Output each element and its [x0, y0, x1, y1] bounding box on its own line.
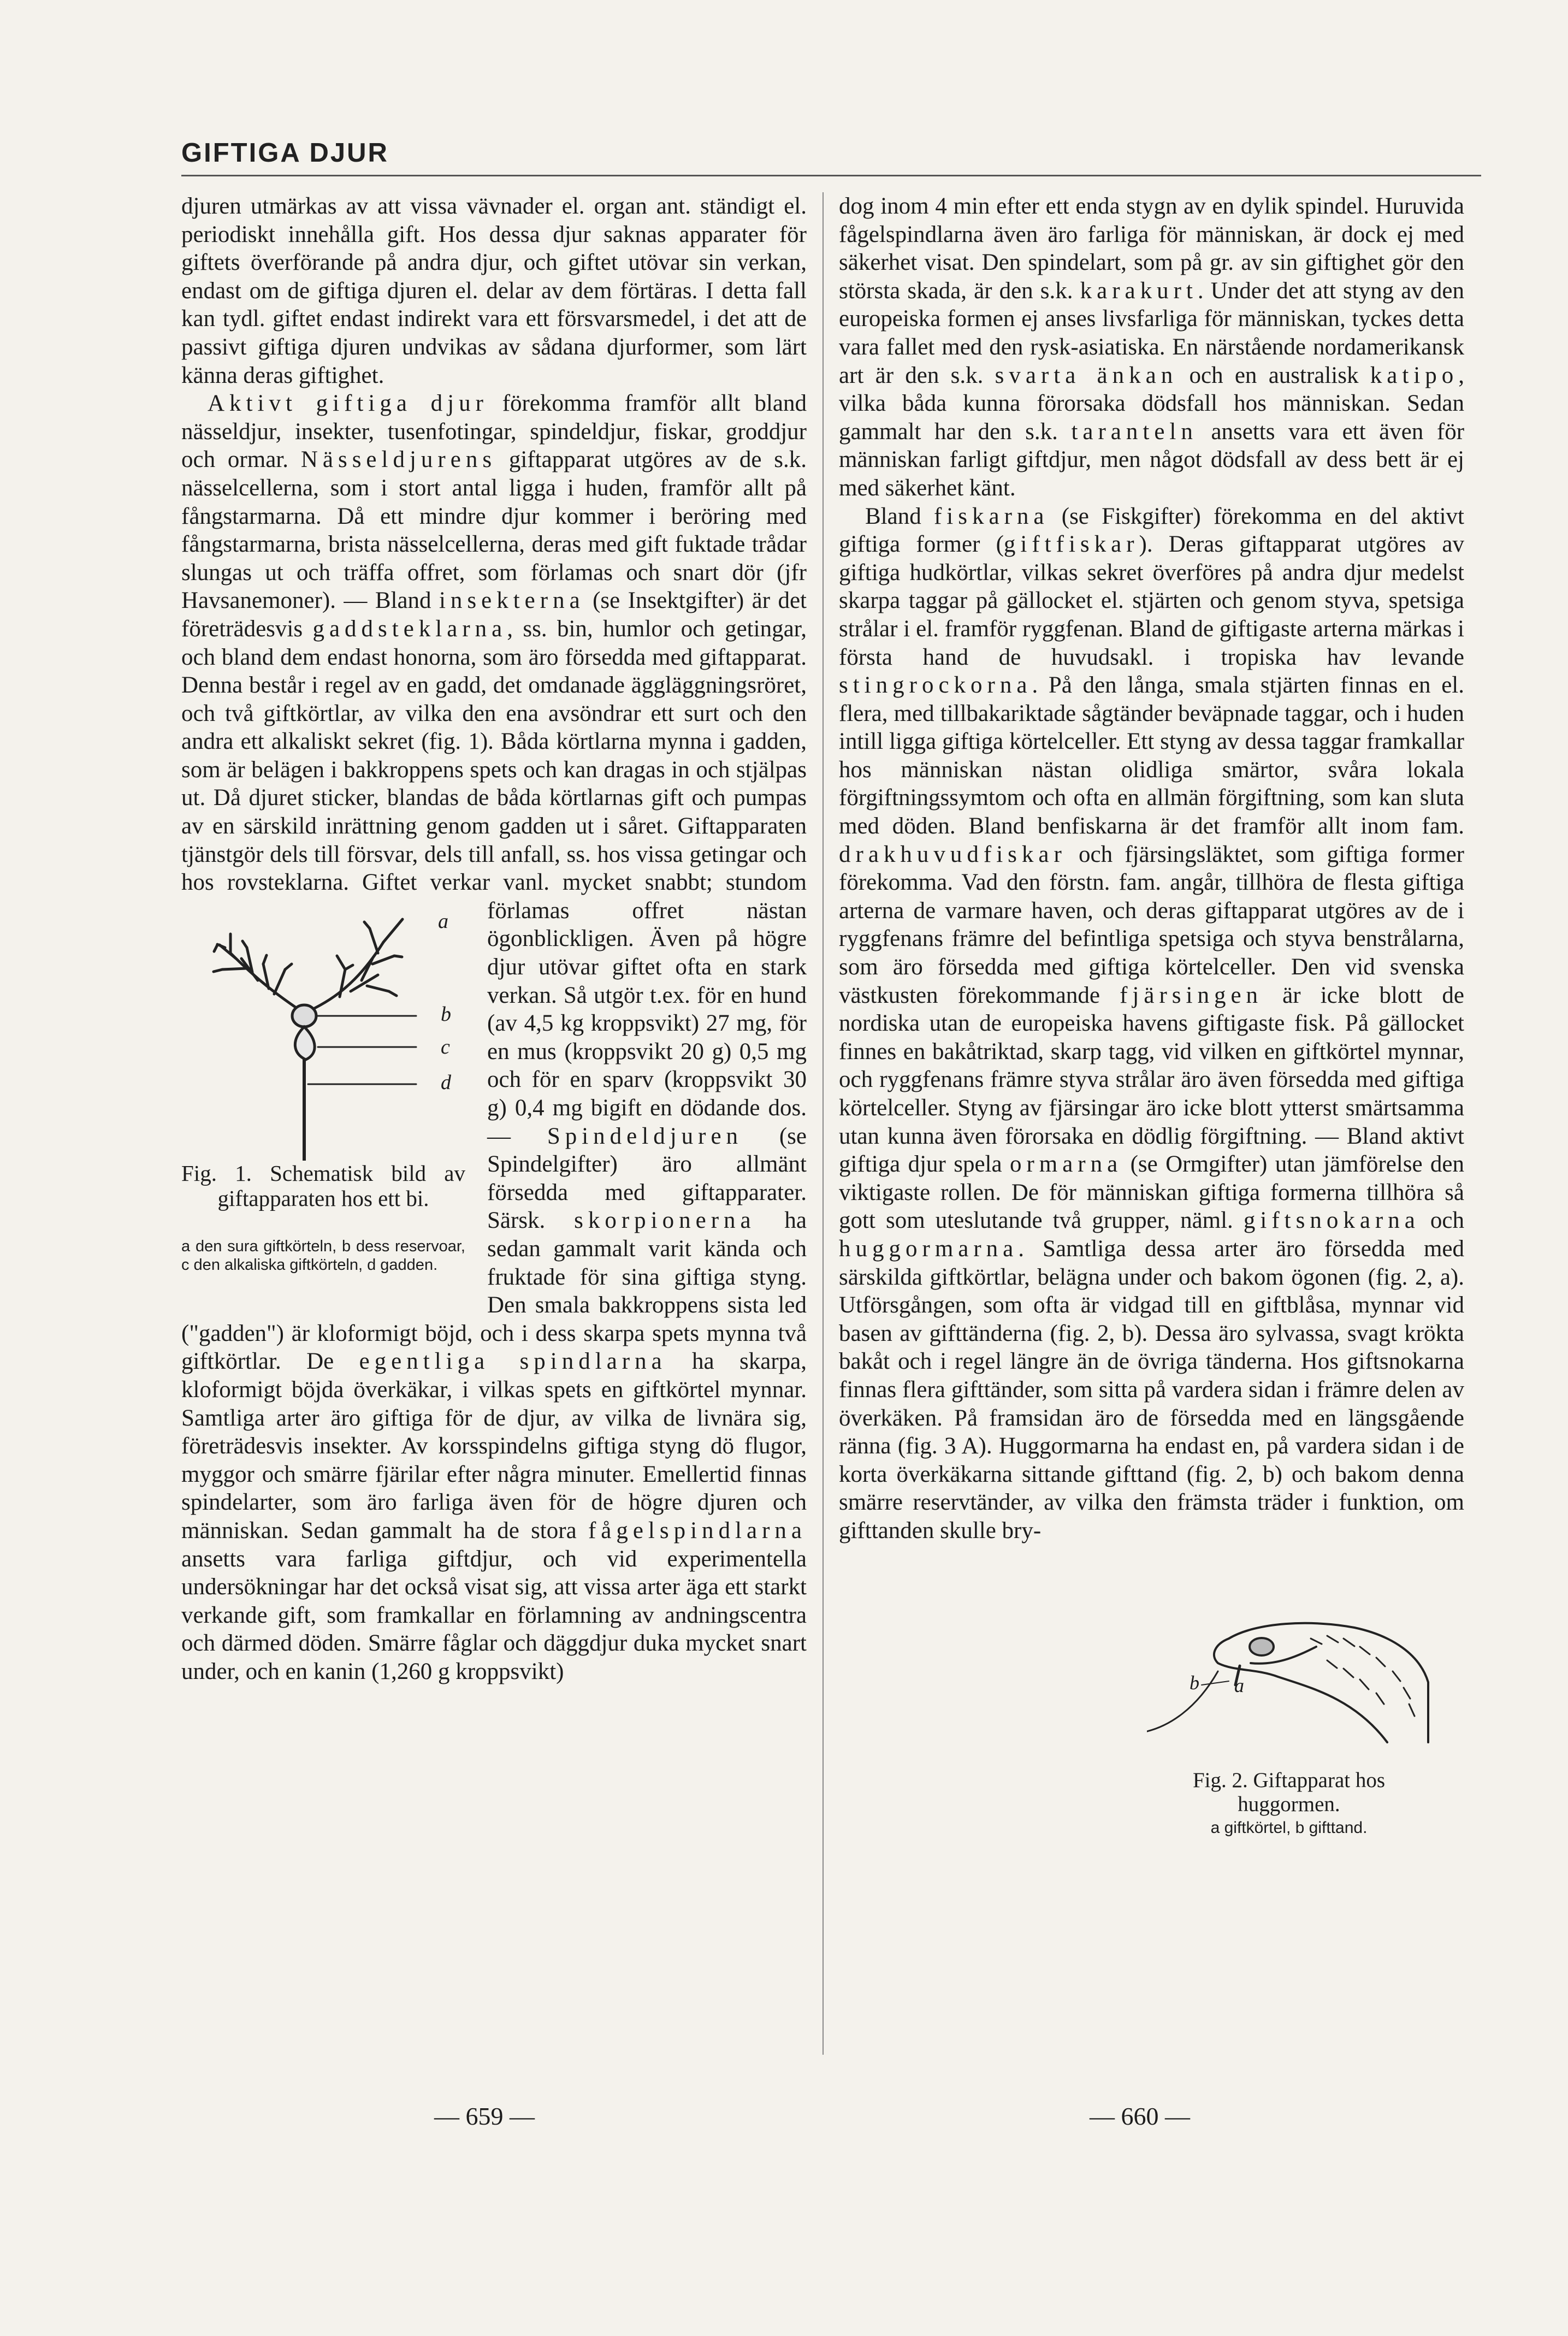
term-fagelspindlarna: fågelspindlarna [588, 1517, 807, 1543]
left-paragraph-1: djuren utmärkas av att vissa vävnader el. organ ant. ständigt el. periodiskt innehålla gift. Hos dessa djur saknas apparater för giftets överförande på andra djur, och giftet utövar sin verkan, endast om de giftiga djuren el. delar av dem förtäras. I detta fall kan tydl. giftet endast indirekt vara ett försvarsmedel, i det att de passivt giftiga djuren undvikas av sådana djurformer, som lärt känna deras giftighet. [181, 193, 807, 388]
term-spindeldjuren: Spindeldjuren [547, 1123, 743, 1149]
text-run: , vilka båda kunna förorsaka dödsfall hos människan. Sedan gammalt har den s.k. [839, 362, 1464, 445]
figure-2 [1147, 1617, 1431, 1873]
column-divider [823, 192, 824, 2055]
fig1-legend: a den sura giftkörteln, b dess reservoar, c den alkaliska giftkörteln, d gadden. [181, 1238, 465, 1274]
term-huggormarna: huggormarna [839, 1235, 1019, 1262]
text-run: (se Ormgifter) utan jämförelse den viktigaste rollen. De för människan giftiga formerna tillhöra så gott som uteslutande två grupper, näml. [839, 1151, 1464, 1234]
term-egentliga-spindlarna: egentliga spindlarna [359, 1349, 667, 1375]
text-run: ha sedan gammalt varit kända och fruktade för sina giftiga styng. Den smala bakkroppens sista led ("gadden") är kloformigt böjd, och i dess skarpa spets mynna två giftkörtlar. De [181, 1208, 807, 1375]
term-nasseldjurens: Nässeldjurens [300, 447, 497, 473]
figure-1 [181, 904, 465, 1297]
right-paragraph-2 [839, 502, 1464, 1545]
bee-venom-apparatus-drawing [181, 904, 465, 1161]
running-header: GIFTIGA DJUR [181, 138, 389, 168]
fig2-label-a: a [1234, 1675, 1244, 1696]
tongue [1147, 1671, 1218, 1731]
header-rule [181, 175, 1481, 176]
term-katipo: katipo [1370, 362, 1459, 388]
term-ormarna: ormarna [1009, 1151, 1123, 1178]
text-run: förekomma framför allt bland nässeldjur, insekter, tusenfotingar, spindeldjur, fiskar, groddjur och ormar. [181, 391, 807, 473]
text-run: (se Spindelgifter) äro allmänt försedda med giftapparater. Särsk. [487, 1123, 807, 1234]
fig1-caption-text: Fig. 1. Schematisk bild av giftapparaten hos ett bi. [181, 1161, 465, 1211]
text-run: och fjärsingsläktet, som giftiga former förekomma. Vad den förstn. fam. angår, tillhöra de flesta giftiga arterna de varmare haven, och deras giftapparat utgöres av de i ryggfenans främre del befintliga spetsiga och styva benstrålarna, som äro försedda med giftiga körtelceller. Den vid svenska västkusten förekommande [839, 841, 1464, 1008]
venom-reservoir [292, 1005, 316, 1027]
term-fjarsingen: fjärsingen [1120, 982, 1263, 1008]
term-taranteln: taranteln [1071, 418, 1198, 445]
text-run: och [1419, 1208, 1464, 1234]
alkaline-gland [295, 1027, 315, 1060]
fig1-label-a: a [438, 910, 448, 933]
term-drakhuvudfiskar: drakhuvudfiskar [839, 841, 1067, 867]
text-run: . Samtliga dessa arter äro försedda med särskilda giftkörtlar, belägna under och bakom ögonen (fig. 2, a). Utförsgången, som ofta är vidgad till en giftblåsa, mynnar vid basen av gifttänderna (fig. 2, b). Dessa äro sylvassa, svagt krökta bakåt och i regel längre än de övriga tänderna. Hos giftsnokarna finnas flera gifttänder, som sitta på vardera sidan i främre delen av överkäken. På framsidan äro de försedda med en längsgående ränna (fig. 3 A). Huggormarna ha endast en, på vardera sidan i de korta överkäkarna sittande gifttand (fig. 2, b) och bakom denna smärre reservtänder, av vilka den främsta träder i funktion, om gifttanden skulle bry- [839, 1235, 1464, 1543]
text-run: giftapparat utgöres av de s.k. nässelcellerna, som i stort antal ligga i huden, framför allt på fångstarmarna. Då ett mindre djur kommer i beröring med fångstarmarna, brista nässelcellerna, deras med gift fuktade trådar slungas ut och träffa offret, som förlamas och snart dör (jfr Havsanemoner). — Bland [181, 447, 807, 614]
right-paragraph-1 [839, 192, 1464, 502]
page-number-right: — 660 — [1090, 2102, 1190, 2130]
text-run: dog inom 4 min efter ett enda stygn av en dylik spindel. Huruvida fågelspindlarna även äro farliga för människan, är dock ej med säkerhet visat. Den spindelart, som på gr. av sin giftighet gör den största skada, är den s.k. [839, 193, 1464, 304]
term-gaddsteklarna: gaddsteklarna [312, 616, 507, 642]
fig2-legend: a giftkörtel, b gifttand. [1210, 1819, 1368, 1837]
term-stingrockorna: stingrockorna [839, 672, 1032, 699]
term-karakurt: karakurt [1080, 277, 1198, 304]
term-skorpionerna: skorpionerna [574, 1208, 756, 1234]
fig1-caption [181, 1161, 465, 1211]
text-run: är icke blott de nordiska utan de europeiska havens giftigaste fisk. På gällocket finnes en bakåtriktad, skarp tagg, vid vilken en giftkörtel mynnar, och ryggfenans främre styva strålar äro även försedda med giftiga körtelceller. Styng av fjärsingar äro icke blott ytterst smärtsamma utan kunna även förorsaka en dödlig förgiftning. — Bland aktivt giftiga djur spela [839, 982, 1464, 1178]
fig1-label-c: c [441, 1036, 450, 1058]
fig1-label-d: d [441, 1071, 451, 1094]
text-run: ). Deras giftapparat utgöres av giftiga hudkörtlar, vilkas sekret överföres på andra djur medelst skarpa taggar på gällocket el. stjärten och genom styva, spetsiga strålar i el. framför ryggfenan. Bland de giftigaste arterna märkas i första hand de huvudsakl. i tropiska hav levande [839, 531, 1464, 670]
page-number-left: — 659 — [434, 2102, 535, 2130]
text-run: Bland [865, 503, 934, 529]
term-giftfiskar: giftfiskar [1003, 531, 1139, 558]
term-svarta-ankan: svarta änkan [995, 362, 1178, 388]
text-run: (se Fiskgifter) förekomma en del aktivt giftiga former ( [839, 503, 1464, 558]
term-insekterna: insekterna [439, 588, 585, 614]
text-run: , ss. bin, humlor och getingar, och bland dem endast honorna, som äro försedda med giftapparat. Denna består i regel av en gadd, det omdanade äggläggningsröret, och två giftkörtlar, av vilka den ena avsöndrar ett surt och den andra ett alkaliskt sekret (fig. 1). Båda körtlarna mynna i gadden, som är belägen i bakkroppens spets och kan dragas in och stjälpas ut. Då djuret sticker, blandas de båda körtlarnas gift och pumpas av en särskild inrättning genom gadden ut i såret. Giftapparaten tjänstgör dels till försvar, dels till anfall, ss. hos vissa getingar och hos rovsteklarna. Giftet verkar vanl. mycket snabbt; stundom förlamas offret nästan ögonblickligen. Även på högre djur utövar giftet ofta en stark verkan. Så utgör t.ex. för en hund (av 4,5 kg kroppsvikt) 27 mg, för en mus (kroppsvikt 20 g) 0,5 mg och för en sparv (kroppsvikt 30 g) 0,4 mg bigift en dödande dos. — [181, 616, 807, 1149]
text-run: (se Insektgifter) är det företrädesvis [181, 588, 807, 642]
fig2-caption: Fig. 2. Giftapparat hos huggormen. [1192, 1769, 1386, 1816]
term-fiskarna: fiskarna [933, 503, 1049, 529]
fig1-label-b: b [441, 1003, 451, 1026]
text-run: ha skarpa, kloformigt böjda överkäkar, i vilkas spets en giftkörtel mynnar. Samtliga arter äro giftiga för de djur, av vilka de livnära sig, företrädesvis insekter. Av korsspindelns giftiga styng dö flugor, myggor och smärre fjärilar efter några minuter. Emellertid finnas spindelarter, som äro farliga även för de högre djuren och människan. Sedan gammalt ha de stora [181, 1349, 807, 1543]
text-run: ansetts vara farliga giftdjur, och vid experimentella undersökningar har det också visat sig, att vissa arter äga ett starkt verkande gift, som framkallar en förlamning av andningscentra och därmed döden. Smärre fåglar och däggdjur duka mycket snart under, och en kanin (1,260 g kroppsvikt) [181, 1546, 807, 1684]
text-run: . På den långa, smala stjärten finnas en el. flera, med tillbakariktade sågtänder beväpnade taggar, och i huden intill ligga giftiga körtelceller. Ett styng av dessa taggar framkallar hos människan nästan olidliga smärtor, svåra lokala förgiftningssymtom och ofta en allmän förgiftning, som kan sluta med döden. Bland benfiskarna är det framför allt inom fam. [839, 672, 1464, 839]
fig2-label-b: b [1190, 1672, 1199, 1694]
term-aktivt-giftiga-djur: Aktivt giftiga djur [208, 391, 488, 417]
term-giftsnokarna: giftsnokarna [1243, 1208, 1420, 1234]
text-run: och en australisk [1178, 362, 1370, 388]
text-run: ansetts vara ett även för människan farligt giftdjur, men något dödsfall av dess bett är ej med säkerhet känt. [839, 418, 1464, 501]
text-run: . Under det att styng av den europeiska formen ej anses livsfarliga för människan, tyckes detta vara fallet med den rysk-asiatiska. En närstående nordamerikansk art är den s.k. [839, 277, 1464, 388]
eye-icon [1250, 1638, 1274, 1655]
